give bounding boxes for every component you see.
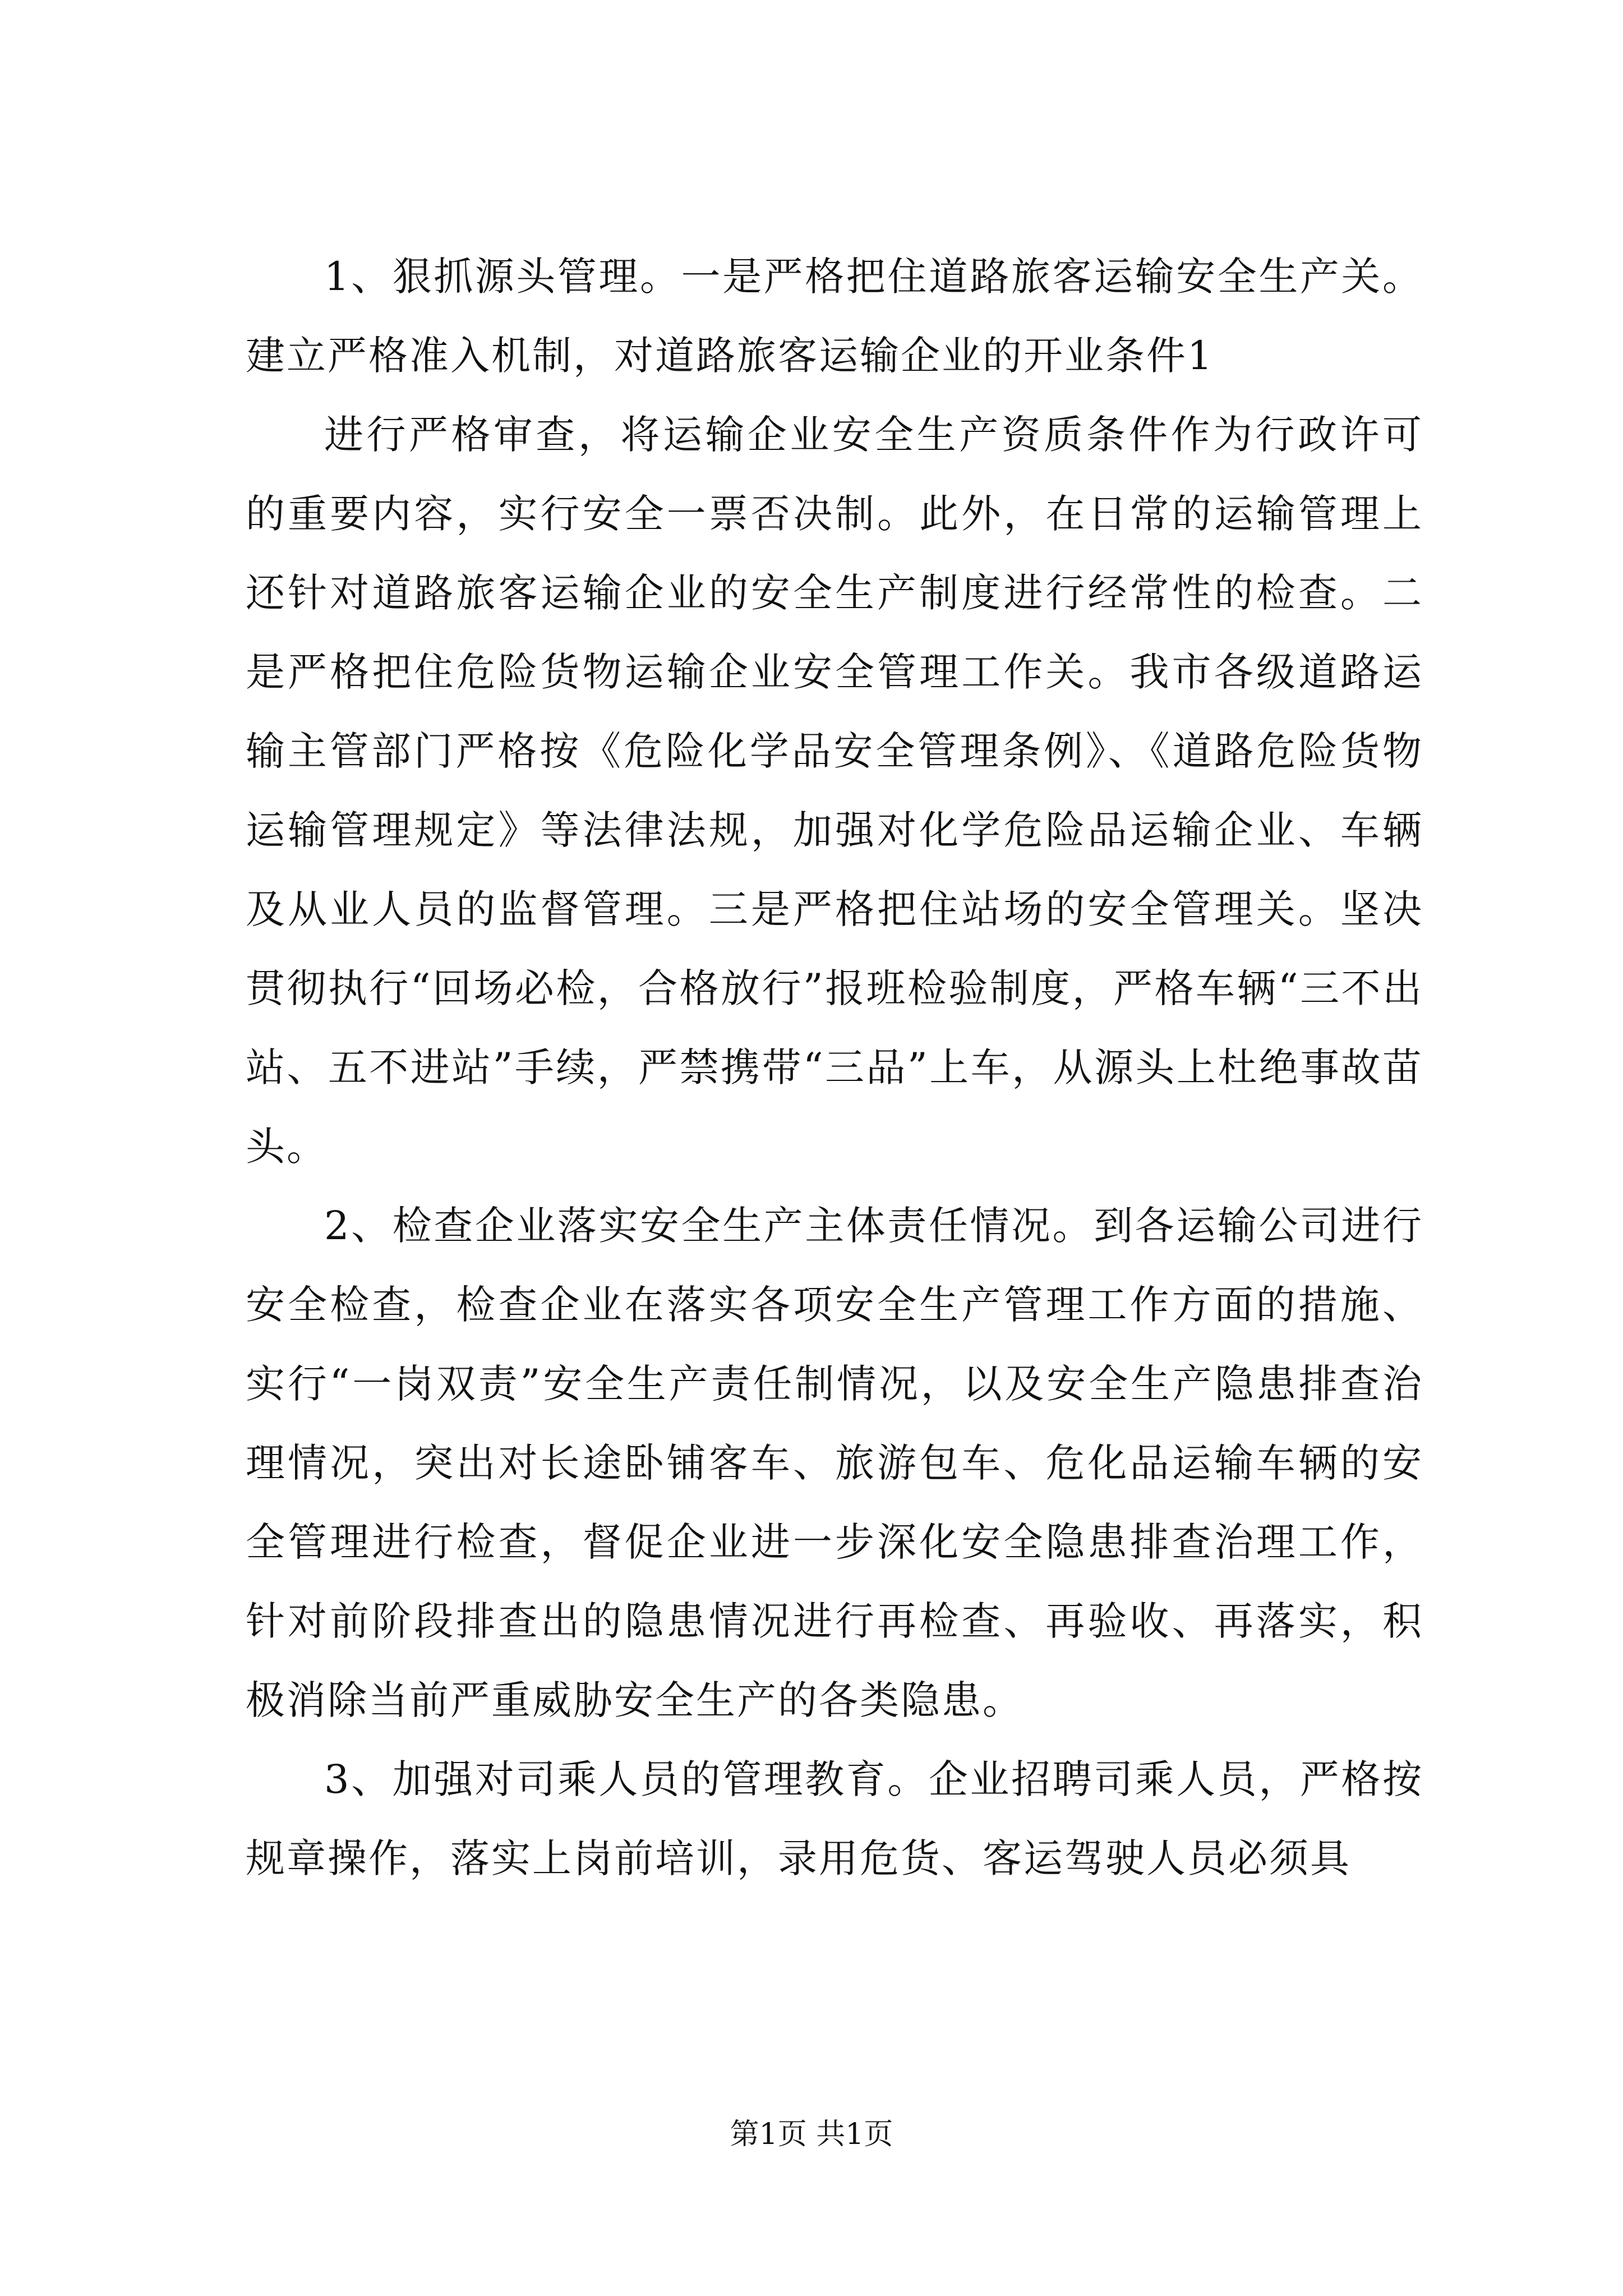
paragraph-3: 2、检查企业落实安全生产主体责任情况。到各运输公司进行安全检查，检查企业在落实各项安全生产管理工作方面的措施、实行“一岗双责”安全生产责任制情况，以及安全生产隐患排查治理情况，突出对长途卧铺客车、旅游包车、危化品运输车辆的安全管理进行检查，督促企业进一步深化安全隐患排查治理工作，针对前阶段排查出的隐患情况进行再检查、再验收、再落实，积极消除当前严重威胁安全生产的各类隐患。 [246,1203,1423,1723]
document-body [246,237,1423,1898]
paragraph-4: 3、加强对司乘人员的管理教育。企业招聘司乘人员，严格按规章操作，落实上岗前培训，录用危货、客运驾驶人员必须具 [246,1756,1423,1881]
page-footer: 第1页 共1页 [730,2118,893,2151]
paragraph-1: 1、狠抓源头管理。一是严格把住道路旅客运输安全生产关。建立严格准入机制，对道路旅客运输企业的开业条件1 [246,254,1423,379]
paragraph-2: 进行严格审查，将运输企业安全生产资质条件作为行政许可的重要内容，实行安全一票否决制。此外，在日常的运输管理上还针对道路旅客运输企业的安全生产制度进行经常性的检查。二是严格把住危险货物运输企业安全管理工作关。我市各级道路运输主管部门严格按《危险化学品安全管理条例》、《道路危险货物运输管理规定》等法律法规，加强对化学危险品运输企业、车辆及从业人员的监督管理。三是严格把住站场的安全管理关。坚决贯彻执行“回场必检，合格放行”报班检验制度，严格车辆“三不出站、五不进站”手续，严禁携带“三品”上车，从源头上杜绝事故苗头。 [246,412,1423,1170]
